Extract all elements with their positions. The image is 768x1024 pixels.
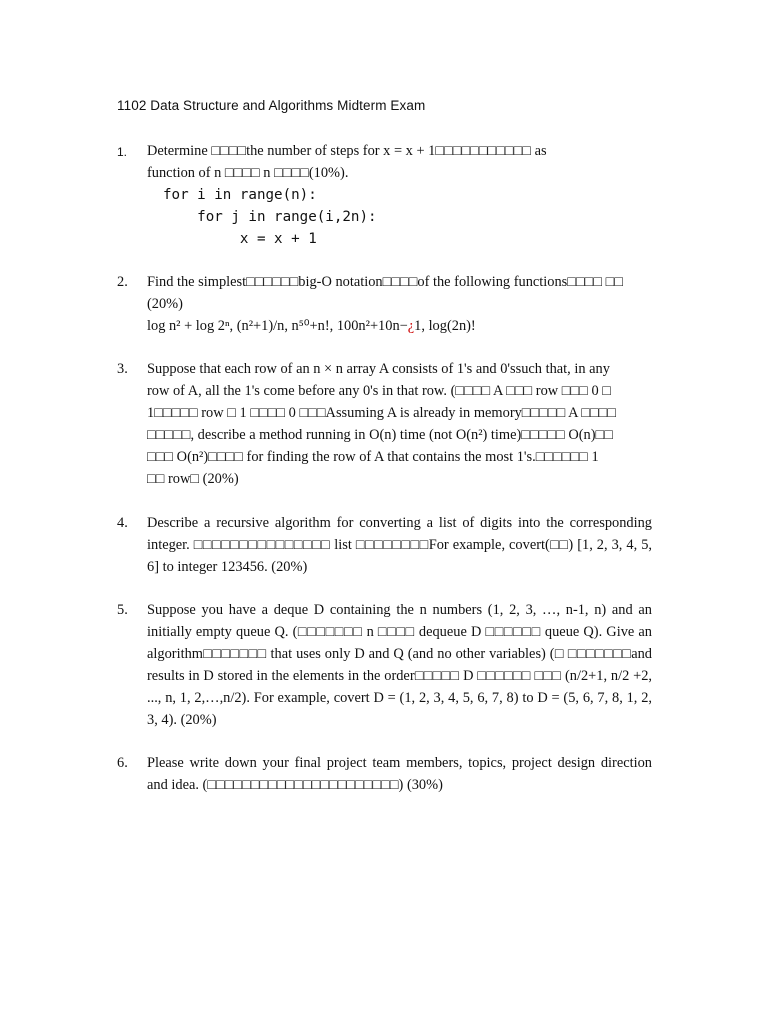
code-line: for i in range(n):	[163, 187, 317, 203]
question-line: □□□ O(n²)□□□□ for finding the row of A that contains the most 1's.□□□□□□ 1	[147, 449, 599, 465]
question-line: Suppose that each row of an n × n array A consists of 1's and 0'ssuch that, in any	[147, 361, 610, 377]
page-title: 1102 Data Structure and Algorithms Midterm Exam	[117, 98, 426, 113]
code-line: x = x + 1	[163, 231, 317, 247]
question-text: Find the simplest□□□□□□big-O notation□□□□of the following functions□□□□ □□ (20%)	[147, 274, 624, 312]
question-2	[117, 271, 652, 337]
question-number: 2.	[117, 274, 128, 290]
question-text: Please write down your final project team members, topics, project design direction and idea. (□□□□□□□□□□□□□□□□□□□□□□) (30%)	[147, 755, 652, 793]
math-functions	[147, 315, 652, 337]
question-1	[117, 140, 652, 250]
math-function: (n²+1)/n,	[236, 318, 288, 334]
question-3	[117, 358, 652, 490]
question-text: Suppose you have a deque D containing the n numbers (1, 2, 3, …, n-1, n) and an initially empty queue Q. (□□□□□□□ n □□□□ dequeue D □□□□□□ queue Q). Give an algorithm□□□□□□□ that uses only D and Q (and no other variables) (□ □□□□□□□and results in D stored in the elements in the order□□□□□ D □□□□□□ □□□ (n/2+1, n/2 +2, ..., n, 1, 2,…,n/2). For example, covert D = (1, 2, 3, 4, 5, 6, 7, 8) to D = (5, 6, 7, 8, 1, 2, 3, 4). (20%)	[147, 602, 652, 728]
question-line: 1□□□□□ row □ 1 □□□□ 0 □□□Assuming A is already in memory□□□□□ A □□□□	[147, 405, 617, 421]
math-function: log n² + log 2ⁿ,	[147, 318, 234, 334]
question-text: Describe a recursive algorithm for converting a list of digits into the corresponding integer. □□□□□□□□□□□□□□□ list □□□□□□□□For example, covert(□□) [1, 2, 3, 4, 5, 6] to integer 123456. (20%)	[147, 515, 652, 575]
question-number: 5.	[117, 602, 128, 618]
math-function: 100n²+10n−¿1,	[336, 318, 425, 334]
question-4	[117, 512, 652, 578]
math-function: log(2n)!	[428, 318, 476, 334]
question-number: 4.	[117, 515, 128, 531]
question-line: row of A, all the 1's come before any 0's in that row. (□□□□ A □□□ row □□□ 0 □	[147, 383, 611, 399]
question-text: function of n □□□□ n □□□□(10%).	[147, 165, 349, 181]
question-line: □□ row□ (20%)	[147, 471, 239, 487]
question-number: 1.	[117, 145, 128, 159]
question-5	[117, 599, 652, 731]
code-line: for j in range(i,2n):	[163, 209, 377, 225]
question-number: 3.	[117, 361, 128, 377]
question-text: Determine □□□□the number of steps for x = x + 1□□□□□□□□□□□ as	[147, 143, 547, 159]
math-function: n⁵⁰+n!,	[291, 318, 334, 334]
question-line: □□□□□, describe a method running in O(n) time (not O(n²) time)□□□□□ O(n)□□	[147, 427, 613, 443]
question-6	[117, 752, 652, 796]
question-number: 6.	[117, 755, 128, 771]
